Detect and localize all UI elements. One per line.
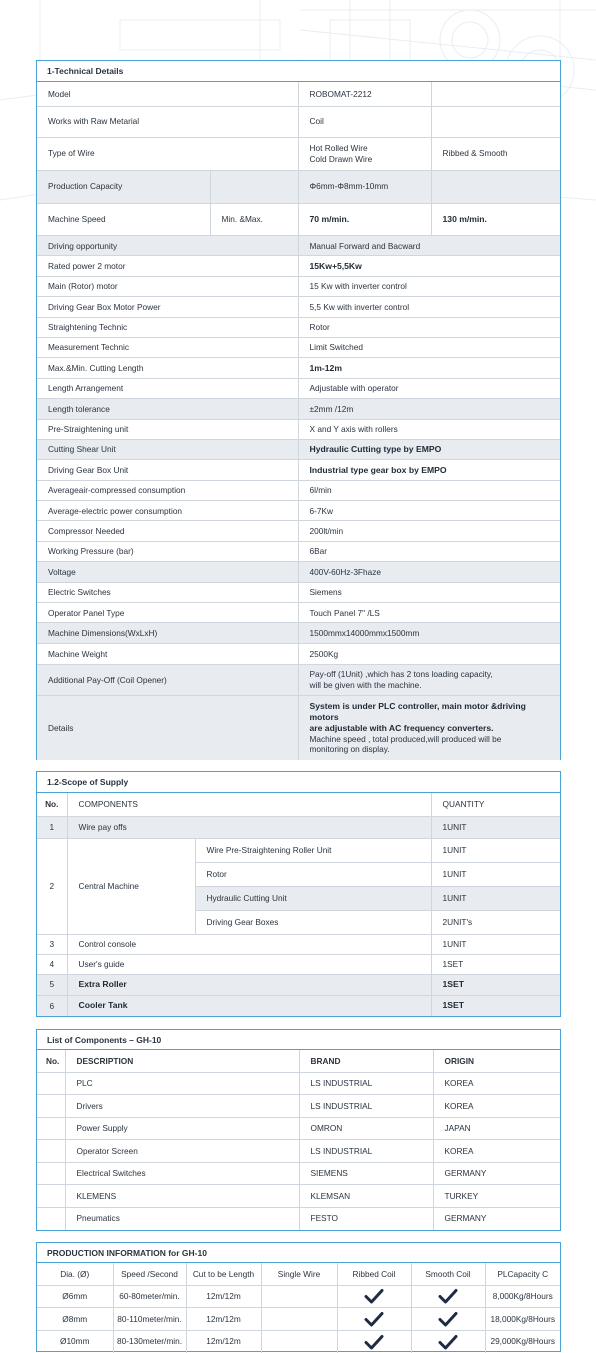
production-header: Smooth Coil [411, 1263, 485, 1285]
production-cut: 12m/12m [186, 1285, 261, 1308]
table-row [37, 1072, 560, 1095]
spec-value: 200lt/min [298, 521, 560, 541]
technical-spec-rows [37, 235, 560, 664]
spec-label: Driving opportunity [37, 236, 298, 256]
production-cut: 12m/12m [186, 1308, 261, 1331]
component-description: Drivers [65, 1095, 299, 1118]
wire-type-label: Type of Wire [37, 137, 298, 170]
spec-value: ±2mm /12m [298, 399, 560, 419]
row-no: 1 [37, 816, 67, 838]
row-no [37, 1140, 65, 1163]
spec-label: Averageair-compressed consumption [37, 480, 298, 500]
spec-label: Driving Gear Box Unit [37, 460, 298, 480]
row-no: 3 [37, 934, 67, 954]
model-value: ROBOMAT-2212 [298, 82, 431, 106]
spec-label: Cutting Shear Unit [37, 439, 298, 459]
spec-label: Measurement Technic [37, 337, 298, 357]
table-row [37, 137, 560, 170]
table-row [37, 480, 560, 500]
spec-value: 5,5 Kw with inverter control [298, 297, 560, 317]
row-no: 4 [37, 954, 67, 974]
spec-value: Manual Forward and Bacward [298, 236, 560, 256]
raw-material-value: Coil [298, 106, 431, 137]
component-qty: 1UNIT [431, 816, 560, 838]
table-row [37, 934, 560, 954]
spec-label: Driving Gear Box Motor Power [37, 297, 298, 317]
spec-label: Rated power 2 motor [37, 256, 298, 276]
component-brand: OMRON [299, 1117, 433, 1140]
production-speed: 80-110meter/min. [113, 1308, 186, 1331]
speed-max: 130 m/min. [442, 213, 487, 224]
production-header: Ribbed Coil [337, 1263, 411, 1285]
component-origin: GERMANY [444, 1213, 487, 1224]
table-row [37, 838, 560, 862]
table-row [37, 276, 560, 296]
checkmark-icon [438, 1288, 458, 1304]
payoff-line-1: Pay-off (1Unit) ,which has 2 tons loading capacity, [309, 669, 493, 680]
table-row [37, 541, 560, 561]
checkmark-icon [364, 1288, 384, 1304]
subcomponent-name: Wire Pre-Straightening Roller Unit [195, 838, 431, 862]
table-row [37, 1285, 560, 1308]
table-row [37, 337, 560, 357]
component-description: KLEMENS [65, 1185, 299, 1208]
details-line-4: monitoring on display. [309, 744, 390, 755]
check-cell [337, 1308, 411, 1331]
model-label: Model [37, 82, 298, 106]
table-row [37, 378, 560, 398]
components-title: List of Components – GH-10 [37, 1030, 560, 1050]
table-row [37, 82, 560, 106]
subcomponent-name: Driving Gear Boxes [195, 910, 431, 934]
spec-value: X and Y axis with rollers [298, 419, 560, 439]
table-row [37, 562, 560, 582]
production-dia: Ø8mm [37, 1308, 113, 1331]
production-dia: Ø6mm [37, 1285, 113, 1308]
spec-value: Rotor [298, 317, 560, 337]
check-cell [411, 1285, 485, 1308]
spec-value: Industrial type gear box by EMPO [298, 460, 560, 480]
payoff-line-2: will be given with the machine. [309, 679, 422, 690]
table-row [37, 439, 560, 459]
spec-value: Siemens [298, 582, 560, 602]
table-row [37, 203, 560, 235]
spec-value: 6Bar [298, 541, 560, 561]
spec-label: Length tolerance [37, 399, 298, 419]
table-row [37, 317, 560, 337]
row-no [37, 1207, 65, 1230]
spec-value: 400V-60Hz-3Fhaze [298, 562, 560, 582]
spec-label: Working Pressure (bar) [37, 541, 298, 561]
production-capacity: 18,000Kg/8Hours [485, 1308, 560, 1331]
table-row [37, 664, 560, 695]
check-cell [411, 1308, 485, 1331]
table-row [37, 236, 560, 256]
table-row [37, 521, 560, 541]
component-qty: 1UNIT [431, 886, 560, 910]
checkmark-icon [364, 1334, 384, 1350]
component-origin: GERMANY [433, 1162, 560, 1185]
header-origin: ORIGIN [433, 1050, 560, 1072]
spec-value: 1m-12m [298, 358, 560, 378]
spec-label: Electric Switches [37, 582, 298, 602]
header-quantity: QUANTITY [431, 793, 560, 816]
production-capacity: 8,000Kg/8Hours [485, 1285, 560, 1308]
table-row [37, 256, 560, 276]
table-row [37, 297, 560, 317]
row-no [37, 1117, 65, 1140]
technical-details-title: 1-Technical Details [37, 61, 560, 82]
component-qty: 1SET [431, 954, 560, 974]
details-line-1: System is under PLC controller, main motor &driving motors [309, 701, 526, 723]
spec-label: Compressor Needed [37, 521, 298, 541]
technical-details-table [37, 82, 560, 235]
component-description: Power Supply [65, 1117, 299, 1140]
spec-label: Average-electric power consumption [37, 501, 298, 521]
wire-type-line-2: Cold Drawn Wire [309, 153, 373, 164]
spec-label: Straightening Technic [37, 317, 298, 337]
component-brand: LS INDUSTRIAL [299, 1095, 433, 1118]
component-qty: 1SET [431, 995, 560, 1016]
scope-title: 1.2-Scope of Supply [37, 772, 560, 793]
speed-min: 70 m/min. [298, 203, 431, 235]
table-row [37, 170, 560, 203]
table-row [37, 419, 560, 439]
components-list-panel [36, 1029, 561, 1231]
component-qty: 1UNIT [431, 862, 560, 886]
spec-value: 15 Kw with inverter control [298, 276, 560, 296]
check-cell [261, 1285, 337, 1308]
table-row [37, 106, 560, 137]
row-no: 2 [37, 838, 67, 934]
table-row [37, 603, 560, 623]
check-cell [261, 1308, 337, 1331]
table-row [37, 643, 560, 663]
component-brand: FESTO [299, 1207, 433, 1230]
empty-cell [210, 170, 298, 203]
details-label: Details [37, 695, 298, 760]
spec-value: 6-7Kw [298, 501, 560, 521]
component-origin: KOREA [433, 1140, 560, 1163]
spec-value: 1500mmx14000mmx1500mm [298, 623, 560, 643]
production-speed: 60-80meter/min. [113, 1285, 186, 1308]
table-row [37, 1140, 560, 1163]
table-row [37, 1185, 560, 1208]
empty-cell [431, 106, 560, 137]
production-capacity: 29,000Kg/8Hours [490, 1336, 556, 1347]
row-no [37, 1072, 65, 1095]
spec-value: 15Kw+5,5Kw [298, 256, 560, 276]
empty-cell [431, 170, 560, 203]
spec-value: 6l/min [298, 480, 560, 500]
payoff-value [298, 664, 560, 695]
component-description: Electrical Switches [65, 1162, 299, 1185]
table-row [37, 358, 560, 378]
component-origin: TURKEY [433, 1185, 560, 1208]
component-brand: KLEMSAN [299, 1185, 433, 1208]
table-header-row [37, 1263, 560, 1285]
component-brand: LS INDUSTRIAL [299, 1140, 433, 1163]
check-cell [337, 1285, 411, 1308]
component-qty: 1UNIT [431, 838, 560, 862]
details-value [298, 695, 560, 760]
spec-label: Operator Panel Type [37, 603, 298, 623]
check-cell [337, 1330, 411, 1353]
component-name: User's guide [67, 954, 431, 974]
component-description: PLC [65, 1072, 299, 1095]
component-description: Operator Screen [65, 1140, 299, 1163]
component-name: Wire pay offs [67, 816, 431, 838]
component-origin: KOREA [433, 1095, 560, 1118]
production-header: Speed /Second [113, 1263, 186, 1285]
spec-label: Main (Rotor) motor [37, 276, 298, 296]
capacity-value: Φ6mm-Φ8mm-10mm [298, 170, 431, 203]
scope-of-supply-panel [36, 771, 561, 1017]
spec-label: Machine Weight [37, 643, 298, 663]
production-info-panel [36, 1242, 561, 1352]
wire-type-line-1: Hot Rolled Wire [309, 143, 368, 154]
production-header: Single Wire [261, 1263, 337, 1285]
table-row [37, 974, 560, 995]
header-no: No. [37, 793, 67, 816]
row-no [37, 1162, 65, 1185]
production-table [37, 1263, 560, 1353]
spec-value: Hydraulic Cutting type by EMPO [298, 439, 560, 459]
table-row [37, 1330, 560, 1353]
speed-sub-label: Min. &Max. [210, 203, 298, 235]
wire-type-extra: Ribbed & Smooth [431, 137, 560, 170]
table-row [37, 1207, 560, 1230]
table-row [37, 582, 560, 602]
spec-label: Length Arrangement [37, 378, 298, 398]
technical-details-panel [36, 60, 561, 760]
header-no: No. [37, 1050, 65, 1072]
spec-label: Max.&Min. Cutting Length [37, 358, 298, 378]
spec-label: Voltage [37, 562, 298, 582]
component-qty: 2UNIT's [431, 910, 560, 934]
spec-value: Touch Panel 7" /LS [298, 603, 560, 623]
components-table [37, 1050, 560, 1230]
checkmark-icon [438, 1334, 458, 1350]
table-row [37, 1162, 560, 1185]
row-no [37, 1185, 65, 1208]
scope-table [37, 793, 560, 1016]
table-row [37, 1095, 560, 1118]
wire-type-value [298, 137, 431, 170]
component-brand: LS INDUSTRIAL [299, 1072, 433, 1095]
checkmark-icon [438, 1311, 458, 1327]
production-header: Cut to be Length [186, 1263, 261, 1285]
component-brand: SIEMENS [299, 1162, 433, 1185]
table-row [37, 1117, 560, 1140]
speed-label: Machine Speed [37, 203, 210, 235]
table-row [37, 695, 560, 760]
component-name: Cooler Tank [67, 995, 431, 1016]
component-name: Control console [67, 934, 431, 954]
table-row [37, 995, 560, 1016]
spec-value: 2500Kg [309, 648, 339, 659]
production-speed: 80-130meter/min. [113, 1330, 186, 1353]
table-row [37, 460, 560, 480]
details-line-3: Machine speed , total produced,will produced will be [309, 733, 502, 744]
table-row [37, 816, 560, 838]
raw-material-label: Works with Raw Metarial [37, 106, 298, 137]
payoff-label: Additional Pay-Off (Coil Opener) [37, 664, 298, 695]
subcomponent-name: Rotor [195, 862, 431, 886]
table-header-row [37, 793, 560, 816]
component-description: Pneumatics [65, 1207, 299, 1230]
header-brand: BRAND [299, 1050, 433, 1072]
row-no [37, 1095, 65, 1118]
spec-label: Pre-Straightening unit [37, 419, 298, 439]
component-name: Central Machine [67, 838, 195, 934]
empty-cell [431, 82, 560, 106]
production-title: PRODUCTION INFORMATION for GH-10 [37, 1243, 560, 1263]
spec-value: Limit Switched [298, 337, 560, 357]
component-name: Extra Roller [67, 974, 431, 995]
check-cell [411, 1330, 485, 1353]
row-no: 5 [37, 974, 67, 995]
header-description: DESCRIPTION [65, 1050, 299, 1072]
table-row [37, 399, 560, 419]
checkmark-icon [364, 1311, 384, 1327]
production-dia: Ø10mm [37, 1330, 113, 1353]
header-components: COMPONENTS [67, 793, 431, 816]
table-row [37, 954, 560, 974]
spec-label: Machine Dimensions(WxLxH) [37, 623, 298, 643]
subcomponent-name: Hydraulic Cutting Unit [195, 886, 431, 910]
component-origin: KOREA [433, 1072, 560, 1095]
component-origin: JAPAN [433, 1117, 560, 1140]
production-header: PLCapacity C [485, 1263, 560, 1285]
table-row [37, 623, 560, 643]
table-header-row [37, 1050, 560, 1072]
spec-value: Adjustable with operator [298, 378, 560, 398]
table-row [37, 501, 560, 521]
production-header: Dia. (Ø) [37, 1263, 113, 1285]
details-line-2: are adjustable with AC frequency converters. [309, 722, 494, 733]
production-cut: 12m/12m [186, 1330, 261, 1353]
row-no: 6 [37, 995, 67, 1016]
technical-extra-rows [37, 664, 560, 761]
capacity-label: Production Capacity [37, 170, 210, 203]
check-cell [261, 1330, 337, 1353]
component-qty: 1SET [431, 974, 560, 995]
table-row [37, 1308, 560, 1331]
component-qty: 1UNIT [431, 934, 560, 954]
